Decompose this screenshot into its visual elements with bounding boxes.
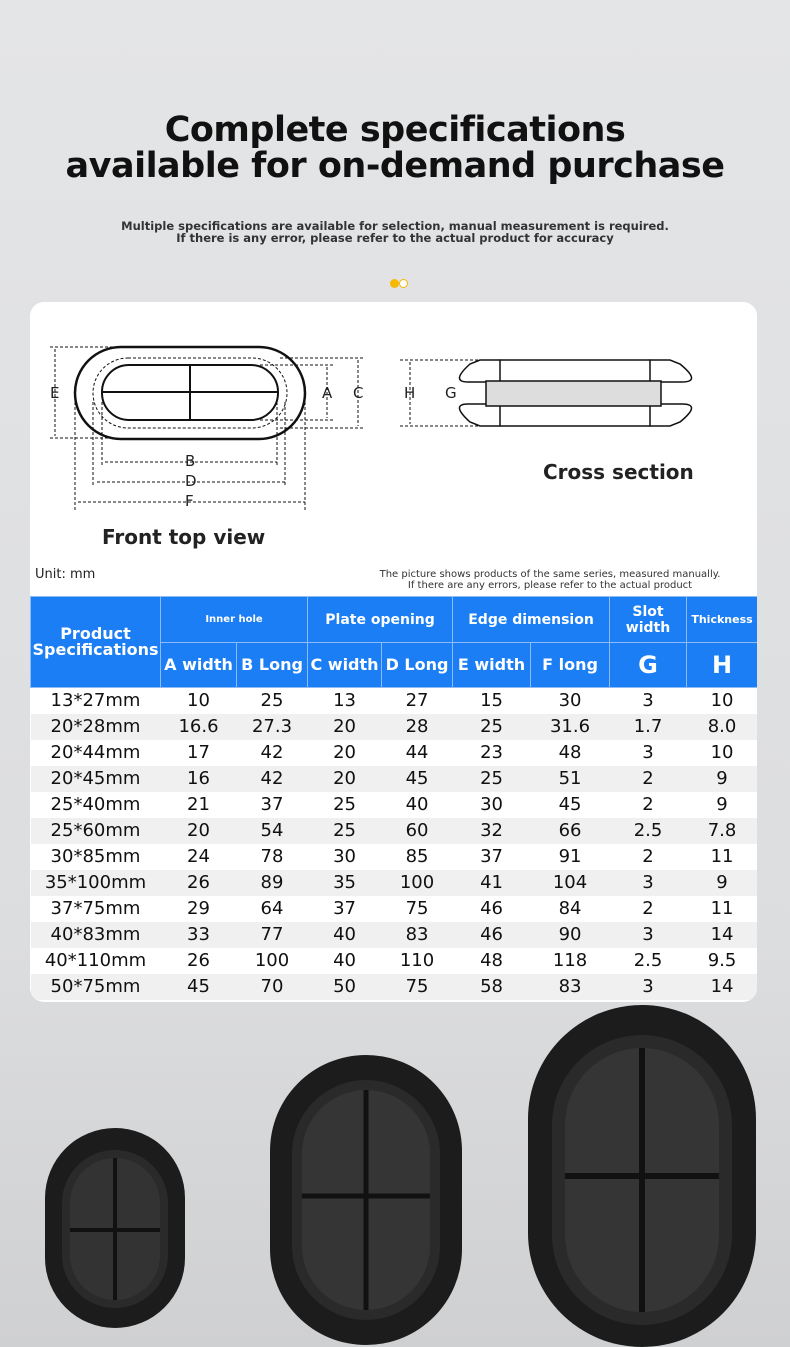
- table-cell: 78: [260, 846, 284, 867]
- table-cell: 75: [382, 974, 453, 1000]
- grommet-medium: [270, 1055, 462, 1345]
- table-cell: 29: [187, 898, 210, 919]
- table-cell: 27.3: [237, 714, 308, 740]
- table-cell: 42: [260, 742, 284, 763]
- subheader-g: G: [610, 643, 687, 688]
- table-cell: 9.5: [707, 950, 737, 971]
- table-row: [31, 948, 758, 974]
- table-cell: 16.6: [161, 714, 237, 740]
- table-cell: 118: [552, 950, 588, 971]
- front-view-label: Front top view: [102, 525, 266, 549]
- table-cell: 21: [187, 794, 210, 815]
- spec-name-cell: 40*110mm: [44, 950, 147, 971]
- table-cell: 2: [642, 846, 654, 867]
- table-cell: 100: [382, 870, 453, 896]
- table-cell: 25: [260, 690, 284, 712]
- table-cell: 45: [382, 766, 453, 792]
- subheader-d-long: D Long: [382, 643, 453, 688]
- table-cell: 3: [610, 870, 687, 896]
- table-row: [31, 974, 758, 1000]
- page-title: [0, 112, 790, 184]
- table-cell: 58: [453, 974, 531, 1000]
- table-cell: 83: [531, 974, 610, 1000]
- table-cell: 35: [308, 870, 382, 896]
- table-cell: 70: [237, 974, 308, 1000]
- header-product-spec: Product Specifications: [31, 597, 161, 688]
- subheader-b-long: B Long: [237, 643, 308, 688]
- cross-section-label: Cross section: [543, 460, 694, 484]
- spec-name-cell: 13*27mm: [50, 690, 141, 712]
- table-cell: 32: [453, 818, 531, 844]
- dim-label-e: E: [50, 384, 60, 402]
- note-line: If there are any errors, please refer to the actual product: [407, 580, 693, 591]
- grommet-large: [528, 1005, 756, 1347]
- header-inner-hole: Inner hole: [161, 597, 308, 643]
- table-cell: 33: [161, 922, 237, 948]
- table-cell: 60: [382, 818, 453, 844]
- table-cell: 20: [161, 818, 237, 844]
- table-cell: 83: [382, 922, 453, 948]
- spec-name-cell: 50*75mm: [31, 974, 161, 1000]
- table-cell: 45: [558, 794, 582, 815]
- table-cell: 100: [254, 950, 290, 971]
- spec-name-cell: 25*60mm: [31, 818, 161, 844]
- table-row: [31, 688, 758, 714]
- title-line: Complete specifications: [164, 110, 626, 150]
- table-row: [31, 922, 758, 948]
- table-cell: 25: [308, 818, 382, 844]
- header-edge-dimension: Edge dimension: [453, 597, 610, 643]
- subheader-c-width: C width: [308, 643, 382, 688]
- table-cell: 14: [687, 922, 757, 948]
- table-cell: 30: [480, 794, 503, 815]
- table-cell: 91: [558, 846, 582, 867]
- table-cell: 10: [710, 690, 734, 712]
- table-cell: 17: [187, 742, 210, 763]
- spec-name-cell: 25*40mm: [50, 794, 141, 815]
- table-row: [31, 844, 758, 870]
- table-cell: 24: [187, 846, 210, 867]
- table-cell: 25: [333, 794, 356, 815]
- table-cell: 104: [531, 870, 610, 896]
- spec-name-cell: 20*45mm: [31, 766, 161, 792]
- table-cell: 27: [405, 690, 429, 712]
- spec-name-cell: 20*28mm: [31, 714, 161, 740]
- table-cell: 11: [710, 898, 734, 919]
- table-cell: 26: [161, 870, 237, 896]
- table-cell: 84: [558, 898, 582, 919]
- table-cell: 11: [710, 846, 734, 867]
- header-thickness: Thickness: [687, 597, 757, 643]
- table-row: [31, 766, 758, 792]
- subheader-f-long: F long: [531, 643, 610, 688]
- table-cell: 48: [558, 742, 582, 763]
- unit-label: Unit: mm: [35, 567, 96, 582]
- table-cell: 20: [333, 742, 356, 763]
- dim-label-a: A: [322, 384, 333, 402]
- table-cell: 1.7: [610, 714, 687, 740]
- table-row: [31, 818, 758, 844]
- table-cell: 37: [260, 794, 284, 815]
- dim-label-c: C: [353, 384, 364, 402]
- table-cell: 51: [531, 766, 610, 792]
- table-cell: 31.6: [531, 714, 610, 740]
- table-cell: 23: [480, 742, 503, 763]
- spec-table: [30, 596, 757, 1000]
- carousel-dot-active[interactable]: [390, 279, 399, 288]
- table-cell: 20: [308, 766, 382, 792]
- table-cell: 37: [333, 898, 356, 919]
- dim-label-b: B: [185, 452, 196, 470]
- table-cell: 25: [453, 714, 531, 740]
- table-row: [31, 870, 758, 896]
- table-cell: 28: [382, 714, 453, 740]
- table-cell: 77: [237, 922, 308, 948]
- table-cell: 46: [480, 898, 503, 919]
- table-cell: 7.8: [687, 818, 757, 844]
- title-line: available for on-demand purchase: [65, 146, 725, 186]
- subheader-e-width: E width: [453, 643, 531, 688]
- table-cell: 30: [558, 690, 582, 712]
- spec-card: [30, 302, 757, 1002]
- table-cell: 37: [480, 846, 503, 867]
- table-cell: 64: [260, 898, 284, 919]
- spec-name-cell: 40*83mm: [31, 922, 161, 948]
- carousel-dot[interactable]: [399, 279, 408, 288]
- table-row: [31, 740, 758, 766]
- table-cell: 75: [405, 898, 429, 919]
- table-cell: 44: [405, 742, 429, 763]
- table-cell: 3: [642, 742, 654, 763]
- table-row: [31, 714, 758, 740]
- table-cell: 2: [610, 766, 687, 792]
- dim-label-h: H: [404, 384, 416, 402]
- spec-name-cell: 30*85mm: [50, 846, 141, 867]
- table-cell: 9: [687, 870, 757, 896]
- dim-label-g: G: [445, 384, 457, 402]
- table-row: [31, 792, 758, 818]
- subtitle-line: Multiple specifications are available for selection, manual measurement is required.: [121, 219, 669, 233]
- table-cell: 48: [480, 950, 503, 971]
- spec-name-cell: 35*100mm: [31, 870, 161, 896]
- table-cell: 2.5: [610, 818, 687, 844]
- note-line: The picture shows products of the same series, measured manually.: [379, 569, 721, 580]
- table-cell: 41: [453, 870, 531, 896]
- spec-name-cell: 37*75mm: [50, 898, 141, 919]
- dimension-diagram: [30, 302, 757, 522]
- table-cell: 3: [642, 690, 654, 712]
- header-plate-opening: Plate opening: [308, 597, 453, 643]
- table-cell: 110: [399, 950, 435, 971]
- table-cell: 42: [237, 766, 308, 792]
- grommet-small: [45, 1128, 185, 1328]
- dim-label-f: F: [185, 492, 194, 510]
- table-cell: 3: [610, 974, 687, 1000]
- table-cell: 25: [453, 766, 531, 792]
- table-cell: 14: [687, 974, 757, 1000]
- subheader-h: H: [687, 643, 757, 688]
- spec-name-cell: 20*44mm: [50, 742, 141, 763]
- table-cell: 30: [333, 846, 356, 867]
- product-photos: [0, 1000, 790, 1347]
- table-cell: 10: [187, 690, 210, 712]
- table-cell: 15: [480, 690, 503, 712]
- table-cell: 2: [642, 794, 654, 815]
- table-cell: 40: [333, 950, 356, 971]
- table-row: [31, 896, 758, 922]
- table-cell: 66: [531, 818, 610, 844]
- table-cell: 9: [716, 794, 728, 815]
- table-cell: 2: [642, 898, 654, 919]
- subtitle: [0, 220, 790, 244]
- table-cell: 90: [531, 922, 610, 948]
- subheader-a-width: A width: [161, 643, 237, 688]
- table-cell: 20: [308, 714, 382, 740]
- table-cell: 46: [453, 922, 531, 948]
- table-cell: 40: [308, 922, 382, 948]
- table-cell: 8.0: [687, 714, 757, 740]
- table-cell: 10: [710, 742, 734, 763]
- table-cell: 85: [405, 846, 429, 867]
- header-slot-width: Slot width: [610, 597, 687, 643]
- table-cell: 9: [687, 766, 757, 792]
- table-cell: 13: [333, 690, 356, 712]
- subtitle-line: If there is any error, please refer to the actual product for accuracy: [176, 231, 614, 245]
- table-cell: 45: [161, 974, 237, 1000]
- table-cell: 2.5: [633, 950, 663, 971]
- table-cell: 40: [405, 794, 429, 815]
- dim-label-d: D: [185, 472, 197, 490]
- table-cell: 3: [610, 922, 687, 948]
- table-cell: 89: [237, 870, 308, 896]
- table-cell: 16: [161, 766, 237, 792]
- table-cell: 54: [237, 818, 308, 844]
- table-cell: 50: [308, 974, 382, 1000]
- table-cell: 26: [187, 950, 210, 971]
